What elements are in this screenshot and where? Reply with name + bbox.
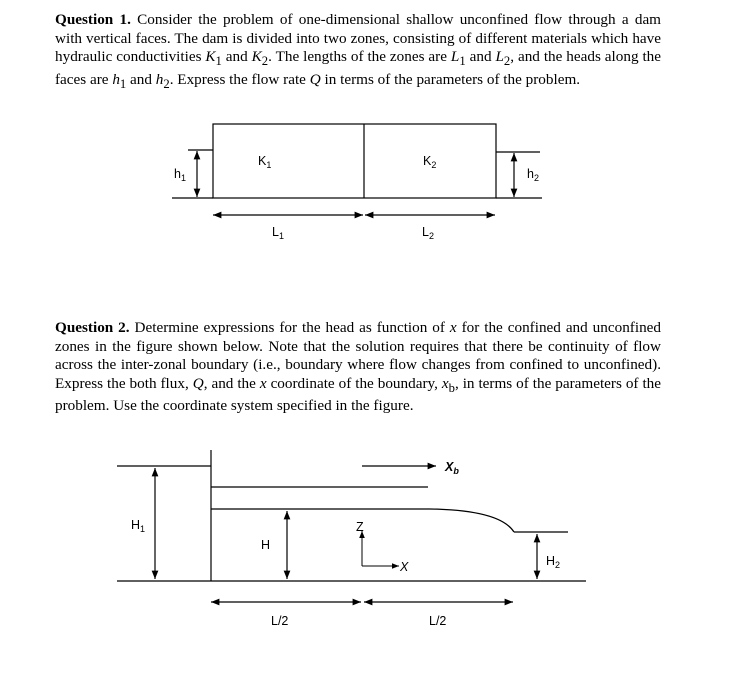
k2-label: $K_2$ [423,154,437,170]
figure-1-drawing [172,124,542,215]
q2-q: Q [192,374,204,392]
q1-l1-sub: 1 [459,54,466,69]
z-label: Z [356,520,364,534]
question-1-label: Question 1. [55,11,131,28]
q1-k2-sub: 2 [261,54,269,69]
q1-h1: h [112,70,120,88]
h2-label: $h_2$ [527,167,539,183]
question-2-text [55,319,661,416]
q2-text-part: coordinate of the boundary, [266,374,442,392]
q1-text-part: and [126,70,156,88]
q1-q: Q [309,70,321,88]
q1-h2: h [155,70,164,88]
q2-xb: x [441,374,449,392]
q1-l2: L [495,48,504,66]
l1-label: $L_1$ [272,225,284,241]
q1-k1-sub: 1 [215,54,222,69]
q1-text-part: . Express the flow rate [169,70,310,88]
q2-x2: x [259,374,267,392]
q1-l1: L [450,48,460,66]
q1-text-part: , and the heads along the faces are [55,48,662,88]
q1-text-part: and [465,48,496,66]
h1-label: $h_1$ [174,167,186,183]
first-half-length-label: L/2 [271,614,289,628]
x-label: X [400,560,409,574]
q1-text-part: . The lengths of the zones are [268,48,451,66]
H2-label: $H_2$ [546,554,561,570]
k1-label: $K_1$ [258,154,272,170]
dam-body [213,124,496,198]
q1-text-part: Consider the problem of one-dimensional shallow unconfined flow through a dam with vertical faces. The dam is divided into two zones, consisting of different materials which have hydraulic conductivities [55,11,661,66]
H1-label: $H_1$ [131,518,146,534]
second-half-length-label: L/2 [429,614,447,628]
q1-h1-sub: 1 [119,76,127,91]
xb-label: $X_b$ [445,460,459,476]
q1-l2-sub: 2 [503,54,511,69]
question-2-label: Question 2. [55,319,130,336]
q2-xb-sub: b [448,380,455,395]
q1-k2: K [251,48,262,66]
q2-text-part: for the confined and unconfined zones in the figure shown below. Note that the solution requires that there be continuity of flow across the inter-zonal boundary (i.e., boundary where flow changes from confined to unconfined). Express the both flux, [55,319,662,392]
q2-text-part: , in terms of the parameters of the problem. Use the coordinate system specified in the figure. [55,374,661,415]
figure-2-drawing [117,450,586,602]
q1-text-part: in terms of the parameters of the problem. [320,70,581,88]
q2-text-part: , and the [203,374,260,392]
q2-x: x [449,319,457,336]
l2-label: $L_2$ [422,225,434,241]
q1-text-part: and [221,48,252,66]
H-label: H [261,538,271,552]
q1-h2-sub: 2 [163,76,170,91]
q2-text-part: Determine expressions for the head as function of [129,319,450,336]
q1-k1: K [205,48,216,66]
